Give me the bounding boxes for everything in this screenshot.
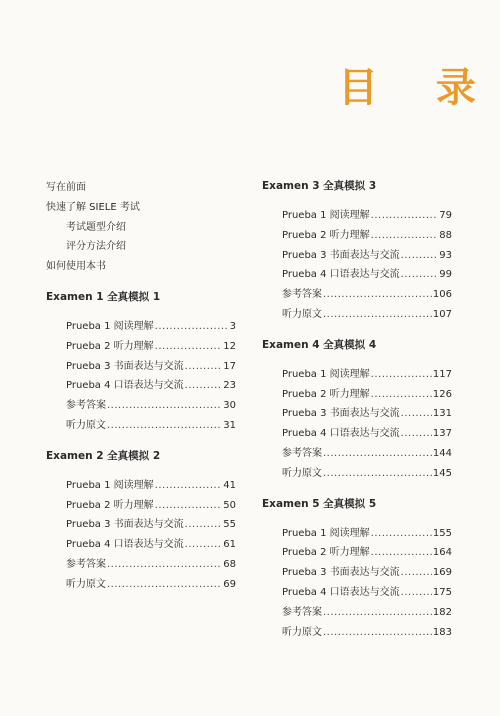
toc-entry[interactable] (262, 543, 452, 563)
toc-entry-label: 听力原文 (66, 419, 106, 431)
toc-entry-label: 参考答案 (282, 447, 322, 459)
page-number: 50 (223, 499, 236, 511)
leader-dots (185, 361, 223, 372)
toc-entry-label: 听力原文 (282, 467, 322, 479)
leader-dots (401, 408, 432, 419)
toc-entry-label: Prueba 2 听力理解 (282, 547, 370, 559)
leader-dots (323, 627, 432, 638)
toc-entry-label: 参考答案 (282, 289, 322, 301)
toc-entry[interactable] (262, 464, 452, 484)
toc-entry[interactable] (262, 385, 452, 405)
toc-entry[interactable] (46, 396, 236, 416)
toc-intro-item[interactable] (46, 257, 236, 277)
leader-dots (401, 428, 432, 439)
page-number: 30 (223, 400, 236, 412)
toc-entry[interactable] (262, 246, 452, 266)
toc-entry[interactable] (262, 524, 452, 544)
page-number: 79 (439, 210, 452, 221)
page-number: 107 (432, 308, 452, 320)
toc-entry-label: Prueba 2 听力理解 (282, 229, 370, 241)
exam-section (262, 337, 452, 484)
leader-dots (371, 528, 432, 539)
toc-entry-label: Prueba 2 听力理解 (66, 499, 154, 511)
toc-item-label: 如何使用本书 (46, 261, 106, 273)
page-number: 183 (432, 626, 452, 638)
page-number: 144 (432, 447, 452, 459)
leader-dots (401, 587, 432, 598)
leader-dots (371, 210, 439, 221)
toc-entry[interactable] (46, 376, 236, 396)
leader-dots (371, 389, 432, 400)
leader-dots (185, 380, 223, 391)
toc-entry[interactable] (262, 365, 452, 385)
toc-entry[interactable] (46, 496, 236, 516)
toc-entry-label: Prueba 1 阅读理解 (282, 368, 370, 380)
page-number: 164 (432, 547, 452, 559)
toc-entry[interactable] (262, 603, 452, 623)
toc-item-label: 评分方法介绍 (66, 241, 126, 253)
page-number: 145 (432, 467, 452, 479)
toc-item-label: 考试题型介绍 (66, 221, 126, 233)
toc-entry-label: Prueba 2 听力理解 (282, 388, 370, 400)
leader-dots (401, 250, 439, 261)
toc-entry-label: Prueba 1 阅读理解 (66, 320, 154, 332)
page-number: 131 (432, 408, 452, 420)
leader-dots (107, 400, 222, 411)
page-number: 99 (439, 269, 452, 281)
toc-entry-label: 听力原文 (66, 578, 106, 590)
toc-entry[interactable] (46, 337, 236, 357)
toc-item-label: 写在前面 (46, 182, 86, 193)
leader-dots (323, 607, 432, 618)
leader-dots (323, 309, 432, 320)
page-number: 117 (432, 368, 452, 380)
leader-dots (155, 480, 223, 491)
page-number: 106 (432, 289, 452, 301)
exam-section (262, 178, 452, 325)
page-title: 目 录 (338, 65, 498, 111)
toc-entry-label: Prueba 2 听力理解 (66, 340, 154, 352)
toc-entry[interactable] (46, 515, 236, 535)
toc-column-left (46, 178, 236, 595)
page-number: 88 (439, 229, 452, 241)
leader-dots (107, 420, 222, 431)
exam-heading[interactable]: Examen 3 全真模拟 3 (262, 180, 377, 192)
exam-section (46, 289, 236, 436)
toc-entry[interactable] (262, 583, 452, 603)
page-number: 93 (439, 249, 452, 261)
page-number: 155 (432, 527, 452, 539)
toc-entry-label: Prueba 4 口语表达与交流 (66, 539, 184, 551)
leader-dots (401, 269, 439, 280)
toc-entry[interactable] (262, 623, 452, 643)
toc-intro-item[interactable] (46, 198, 236, 218)
toc-entry[interactable] (46, 317, 236, 337)
exam-section (46, 448, 236, 595)
page-number: 68 (223, 558, 236, 570)
page-number: 126 (432, 388, 452, 400)
toc-entry[interactable] (262, 265, 452, 285)
toc-entry-label: Prueba 3 书面表达与交流 (282, 408, 400, 420)
exam-heading[interactable]: Examen 2 全真模拟 2 (46, 449, 161, 462)
exam-heading[interactable]: Examen 4 全真模拟 4 (262, 338, 377, 351)
page-number: 31 (223, 419, 236, 431)
toc-entry-label: 参考答案 (66, 558, 106, 570)
page-number: 17 (223, 360, 236, 372)
toc-entry-label: 听力原文 (282, 308, 322, 320)
exam-heading[interactable]: Examen 5 全真模拟 5 (262, 497, 377, 510)
toc-entry[interactable] (262, 563, 452, 583)
exam-heading[interactable]: Examen 1 全真模拟 1 (46, 290, 161, 303)
toc-entry[interactable] (262, 444, 452, 464)
leader-dots (323, 468, 432, 479)
toc-entry[interactable] (262, 404, 452, 424)
page-number: 3 (229, 320, 236, 332)
toc-entry-label: Prueba 4 口语表达与交流 (282, 586, 400, 598)
leader-dots (155, 500, 223, 511)
toc-entry-label: 听力原文 (282, 626, 322, 638)
toc-entry-label: Prueba 3 书面表达与交流 (66, 519, 184, 531)
page-number: 69 (223, 578, 236, 590)
leader-dots (155, 341, 223, 352)
toc-entry[interactable] (46, 575, 236, 595)
toc-item-label: 快速了解 SIELE 考试 (46, 201, 140, 213)
toc-entry-label: Prueba 3 书面表达与交流 (282, 249, 400, 261)
page-number: 55 (223, 519, 236, 531)
toc-entry-label: Prueba 3 书面表达与交流 (282, 567, 400, 579)
leader-dots (185, 519, 223, 530)
leader-dots (107, 559, 222, 570)
page-number: 182 (432, 606, 452, 618)
leader-dots (107, 579, 222, 590)
toc-entry-label: 参考答案 (282, 606, 322, 618)
leader-dots (323, 448, 432, 459)
toc-entry[interactable] (262, 206, 452, 226)
toc-entry[interactable] (262, 226, 452, 246)
toc-intro-item[interactable] (46, 237, 236, 257)
toc-entry[interactable] (262, 285, 452, 305)
page-number: 12 (223, 340, 236, 352)
toc-entry[interactable] (46, 416, 236, 436)
toc-entry-label: Prueba 4 口语表达与交流 (66, 380, 184, 392)
page-number: 137 (432, 428, 452, 440)
toc-entry[interactable] (262, 424, 452, 444)
page-number: 175 (432, 586, 452, 598)
page-number: 61 (223, 539, 236, 551)
leader-dots (371, 230, 439, 241)
toc-entry-label: Prueba 1 阅读理解 (282, 527, 370, 539)
toc-entry[interactable] (46, 357, 236, 377)
leader-dots (401, 567, 432, 578)
leader-dots (371, 369, 432, 380)
toc-entry-label: Prueba 1 阅读理解 (282, 210, 370, 221)
toc-entry-label: Prueba 3 书面表达与交流 (66, 360, 184, 372)
leader-dots (323, 289, 432, 300)
toc-intro-item[interactable] (46, 178, 236, 198)
leader-dots (185, 539, 223, 550)
toc-entry-label: 参考答案 (66, 400, 106, 412)
toc-entry[interactable] (46, 555, 236, 575)
exam-section (262, 496, 452, 643)
toc-column-right (262, 178, 452, 642)
page-number: 23 (223, 380, 236, 392)
toc-entry-label: Prueba 1 阅读理解 (66, 479, 154, 491)
toc-entry[interactable] (46, 535, 236, 555)
toc-intro-item[interactable] (46, 218, 236, 238)
toc-entry-label: Prueba 4 口语表达与交流 (282, 428, 400, 440)
page-number: 41 (223, 479, 236, 491)
toc-entry[interactable] (262, 305, 452, 325)
page-number: 169 (432, 567, 452, 579)
toc-entry[interactable] (46, 476, 236, 496)
toc-entry-label: Prueba 4 口语表达与交流 (282, 269, 400, 281)
intro-list (46, 178, 236, 277)
leader-dots (371, 547, 432, 558)
leader-dots (155, 321, 229, 332)
